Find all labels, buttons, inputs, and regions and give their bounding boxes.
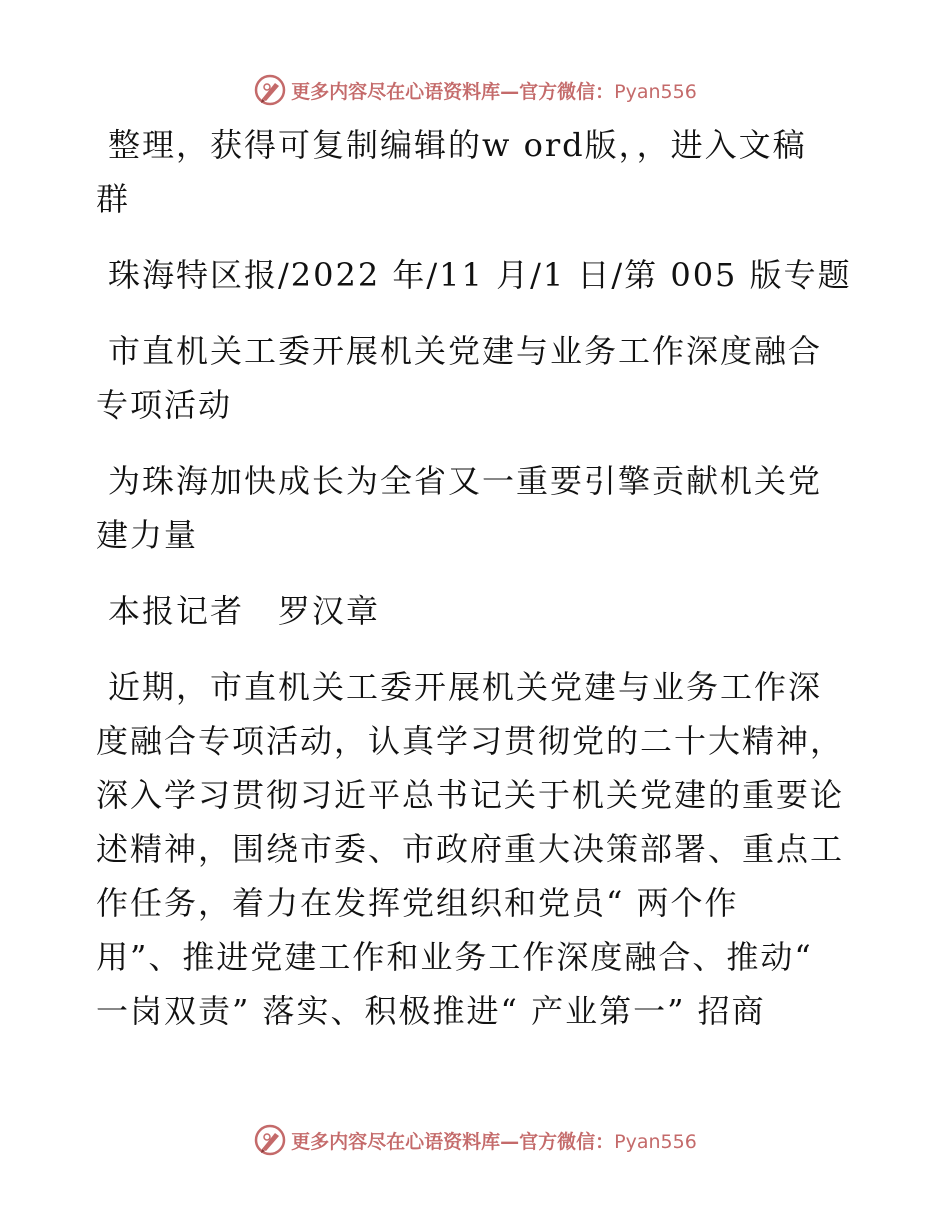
text-line: 珠海特区报/2022 年/11 月/1 日/第 005 版专题 xyxy=(108,256,852,294)
paragraph-headline xyxy=(96,324,856,432)
text-line: 度融合专项活动，认真学习贯彻党的二十大精神， xyxy=(96,722,845,760)
text-line: 深入学习贯彻习近平总书记关于机关党建的重要论 xyxy=(96,776,845,814)
paragraph-subheadline xyxy=(96,454,856,562)
text-line: 市直机关工委开展机关党建与业务工作深度融合 xyxy=(108,332,823,370)
pen-logo-icon xyxy=(253,73,287,107)
text-line: 整理，获得可复制编辑的w ord版，，进入文稿 xyxy=(108,126,807,164)
text-line: 一岗双责” 落实、积极推进“ 产业第一” 招商 xyxy=(96,992,766,1030)
watermark-text: 更多内容尽在心语资料库—官方微信：Pyan556 xyxy=(291,1130,697,1153)
text-line: 建力量 xyxy=(96,516,199,554)
text-line: 为珠海加快成长为全省又一重要引擎贡献机关党 xyxy=(108,462,823,500)
header-watermark xyxy=(0,70,950,110)
pen-logo-icon xyxy=(253,1123,287,1157)
text-line: 近期，市直机关工委开展机关党建与业务工作深 xyxy=(108,668,823,706)
text-line: 专项活动 xyxy=(96,386,233,424)
paragraph-byline xyxy=(96,584,856,638)
watermark-text: 更多内容尽在心语资料库—官方微信：Pyan556 xyxy=(291,80,697,103)
text-line: 群 xyxy=(96,180,131,218)
paragraph-source xyxy=(96,248,856,302)
footer-watermark xyxy=(0,1120,950,1160)
text-line: 述精神，围绕市委、市政府重大决策部署、重点工 xyxy=(96,830,845,868)
text-line: 作任务，着力在发挥党组织和党员“ 两个作 xyxy=(96,884,739,922)
text-line: 用”、推进党建工作和业务工作深度融合、推动“ xyxy=(96,938,813,976)
paragraph-body xyxy=(96,660,856,1038)
document-body xyxy=(96,118,856,1058)
paragraph-intro xyxy=(96,118,856,226)
text-line: 本报记者 罗汉章 xyxy=(108,592,381,630)
